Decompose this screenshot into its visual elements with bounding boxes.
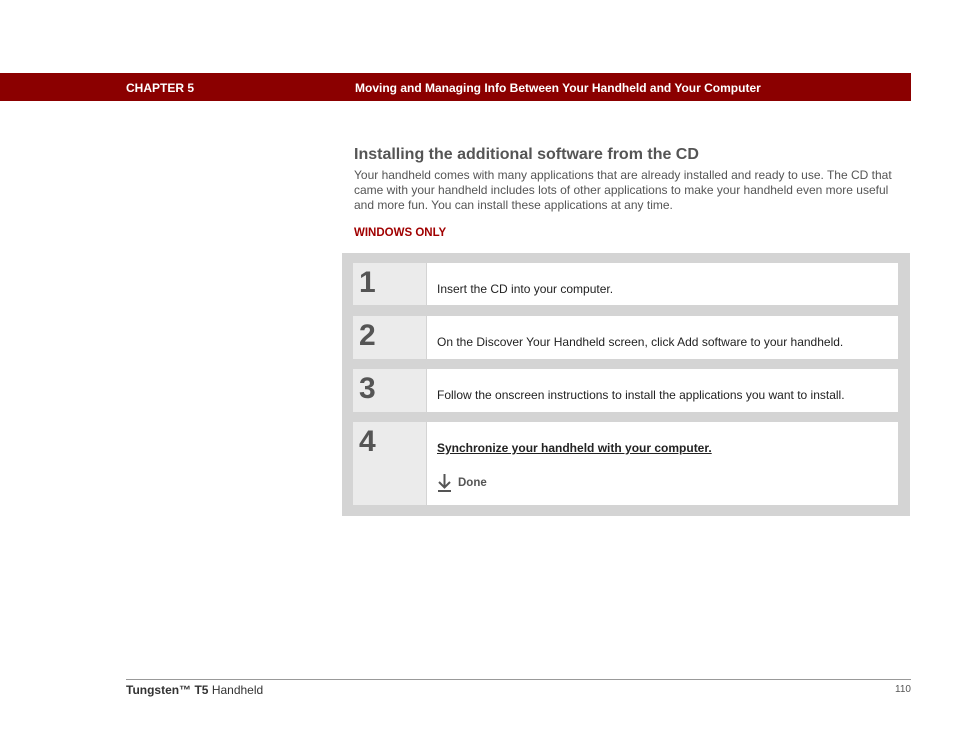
step-body xyxy=(427,422,898,505)
step-text: On the Discover Your Handheld screen, click Add software to your handheld. xyxy=(437,335,844,349)
footer-product: Handheld xyxy=(211,683,264,697)
step-2 xyxy=(353,316,898,359)
step-3 xyxy=(353,369,898,412)
chapter-label: CHAPTER 5 xyxy=(126,81,195,95)
footer-product-name xyxy=(126,683,263,697)
step-number: 1 xyxy=(353,263,426,305)
intro-paragraph: Your handheld comes with many applications that are already installed and ready to use. The CD that came with your handheld includes lots of other applications to make your handheld even more useful and more fun. You can install these applications at any time. xyxy=(354,168,892,212)
down-arrow-icon xyxy=(437,474,452,492)
step-number: 4 xyxy=(353,422,426,505)
footer-brand: Tungsten™ xyxy=(126,683,192,697)
step-text: Follow the onscreen instructions to install the applications you want to install. xyxy=(437,388,845,402)
step-body xyxy=(427,263,898,305)
footer-divider xyxy=(126,679,911,680)
chapter-title: Moving and Managing Info Between Your Handheld and Your Computer xyxy=(355,81,761,95)
done-label: Done xyxy=(458,477,487,489)
section-title: Installing the additional software from the CD xyxy=(354,146,699,163)
step-body xyxy=(427,316,898,359)
steps-panel xyxy=(342,253,910,516)
step-body xyxy=(427,369,898,412)
chapter-header-bar xyxy=(0,73,911,101)
step-text: Insert the CD into your computer. xyxy=(437,282,614,296)
page-number: 110 xyxy=(895,684,911,695)
synchronize-link[interactable]: Synchronize your handheld with your computer. xyxy=(437,441,712,455)
step-number: 3 xyxy=(353,369,426,412)
platform-label: WINDOWS ONLY xyxy=(354,227,447,239)
step-4 xyxy=(353,422,898,505)
footer-model: T5 xyxy=(194,683,209,697)
done-indicator xyxy=(437,474,487,492)
step-number: 2 xyxy=(353,316,426,359)
step-1 xyxy=(353,263,898,305)
